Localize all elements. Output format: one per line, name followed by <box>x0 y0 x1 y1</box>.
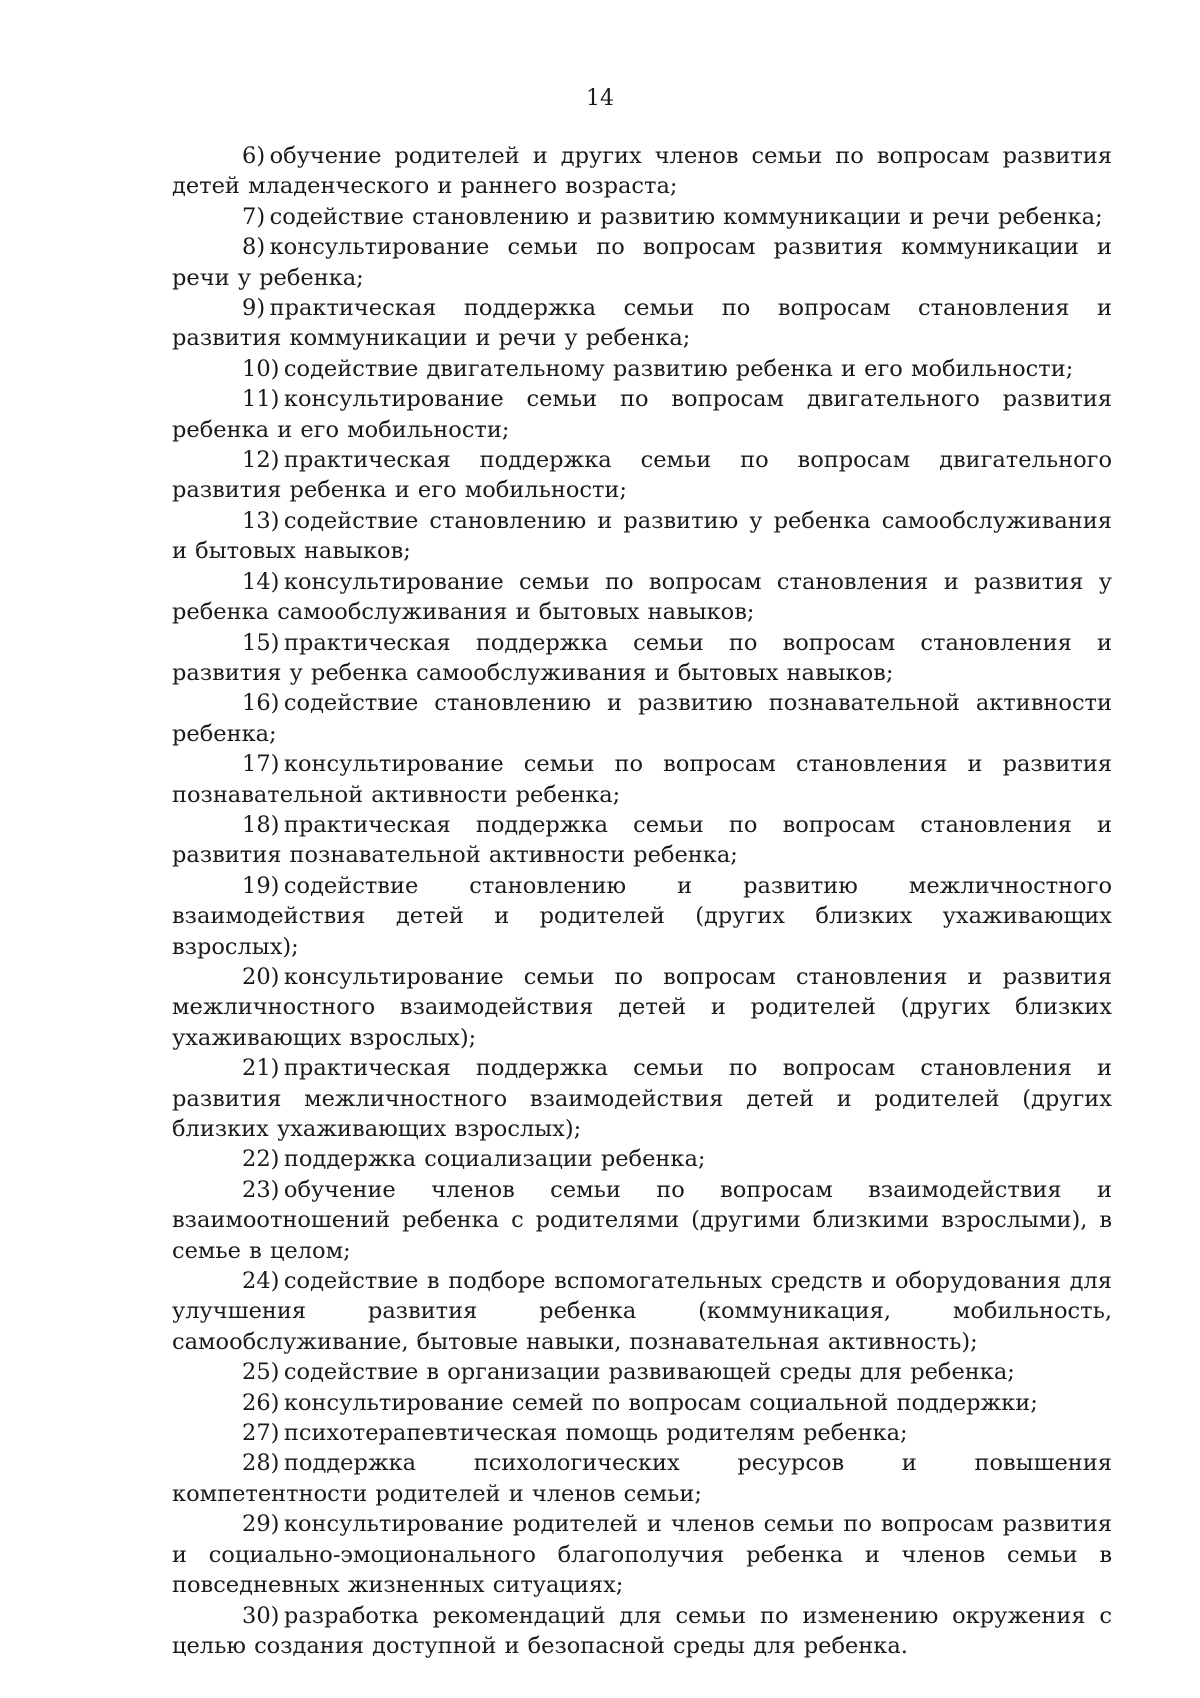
list-item-number: 20) <box>242 963 280 990</box>
list-item <box>172 1175 1112 1266</box>
list-item <box>172 141 1112 202</box>
list-item-text: содействие становлению и развитию познавательной активности ребенка; <box>172 690 1112 747</box>
list-item <box>172 1418 1112 1448</box>
list-item-number: 24) <box>242 1268 280 1295</box>
list-item-number: 25) <box>242 1359 280 1386</box>
list-item-number: 26) <box>242 1389 280 1416</box>
list-item-number: 17) <box>242 751 280 778</box>
list-item-number: 16) <box>242 690 280 717</box>
list-item-number: 6) <box>242 143 266 169</box>
list-item-number: 19) <box>242 872 280 899</box>
list-item-text: практическая поддержка семьи по вопросам становления и развития коммуникации и речи у ребенка; <box>172 295 1112 352</box>
list-item <box>172 445 1112 506</box>
list-item-number: 22) <box>242 1146 280 1173</box>
list-item-text: содействие в организации развивающей среды для ребенка; <box>283 1359 1015 1386</box>
list-item-text: поддержка социализации ребенка; <box>283 1146 706 1173</box>
list-item-text: поддержка психологических ресурсов и повышения компетентности родителей и членов семьи; <box>172 1450 1112 1507</box>
list-item-text: консультирование семьи по вопросам развития коммуникации и речи у ребенка; <box>172 234 1112 291</box>
list-item <box>172 1509 1112 1600</box>
list-item-text: практическая поддержка семьи по вопросам двигательного развития ребенка и его мобильности; <box>172 447 1112 504</box>
list-item-text: разработка рекомендаций для семьи по изменению окружения с целью создания доступной и безопасной среды для ребенка. <box>172 1602 1112 1659</box>
list-item-number: 30) <box>242 1602 280 1629</box>
list-item-number: 15) <box>242 629 280 656</box>
list-item-text: практическая поддержка семьи по вопросам становления и развития познавательной активности ребенка; <box>172 811 1112 869</box>
list-item <box>172 962 1112 1053</box>
list-item-text: содействие двигательному развитию ребенка и его мобильности; <box>283 355 1074 382</box>
list-item <box>172 354 1112 384</box>
list-item-text: содействие в подборе вспомогательных средств и оборудования для улучшения развития ребенка (коммуникация, мобильность, самообслуживание, бытовые навыки, познавательная активность); <box>172 1268 1112 1355</box>
list-item-number: 21) <box>242 1055 280 1082</box>
list-item <box>172 202 1112 232</box>
list-item <box>172 1448 1112 1509</box>
list-item-number: 13) <box>242 507 280 534</box>
list-item-number: 10) <box>242 355 280 382</box>
list-item-number: 14) <box>242 568 280 595</box>
list-item <box>172 1388 1112 1418</box>
list-item-number: 27) <box>242 1420 280 1447</box>
numbered-list <box>172 141 1112 1661</box>
list-item-text: обучение родителей и других членов семьи по вопросам развития детей младенческого и раннего возраста; <box>172 143 1112 200</box>
list-item-number: 8) <box>242 234 266 261</box>
list-item <box>172 384 1112 445</box>
list-item <box>172 1144 1112 1174</box>
list-item-text: консультирование семьи по вопросам становления и развития межличностного взаимодействия детей и родителей (других близких ухаживающих взрослых); <box>172 963 1112 1051</box>
list-item <box>172 567 1112 628</box>
list-item <box>172 688 1112 749</box>
list-item <box>172 506 1112 567</box>
list-item <box>172 871 1112 962</box>
list-item-number: 18) <box>242 811 280 838</box>
list-item-text: консультирование семьи по вопросам двигательного развития ребенка и его мобильности; <box>172 386 1112 443</box>
list-item-text: консультирование семьи по вопросам становления и развития познавательной активности ребенка; <box>172 751 1112 808</box>
list-item <box>172 810 1112 871</box>
list-item-text: содействие становлению и развитию коммуникации и речи ребенка; <box>269 203 1103 230</box>
list-item <box>172 628 1112 689</box>
page-number: 14 <box>586 86 614 111</box>
list-item-text: психотерапевтическая помощь родителям ребенка; <box>283 1420 908 1447</box>
list-item-text: обучение членов семьи по вопросам взаимодействия и взаимоотношений ребенка с родителями (другими близкими взрослыми), в семье в целом; <box>172 1176 1112 1264</box>
list-item-text: содействие становлению и развитию межличностного взаимодействия детей и родителей (других близких ухаживающих взрослых); <box>172 872 1112 960</box>
list-item <box>172 232 1112 293</box>
list-item-number: 7) <box>242 203 266 230</box>
list-item-number: 28) <box>242 1450 280 1477</box>
list-item-number: 11) <box>242 386 280 413</box>
list-item <box>172 1601 1112 1662</box>
list-item-text: консультирование родителей и членов семьи по вопросам развития и социально-эмоционального благополучия ребенка и членов семьи в повседневных жизненных ситуациях; <box>172 1511 1112 1599</box>
list-item-text: практическая поддержка семьи по вопросам становления и развития межличностного взаимодействия детей и родителей (других близких ухаживающих взрослых); <box>172 1055 1112 1142</box>
list-item <box>172 1357 1112 1387</box>
list-item-text: содействие становлению и развитию у ребенка самообслуживания и бытовых навыков; <box>172 507 1112 565</box>
list-item-text: консультирование семей по вопросам социальной поддержки; <box>283 1389 1038 1416</box>
list-item-text: консультирование семьи по вопросам становления и развития у ребенка самообслуживания и бытовых навыков; <box>172 568 1112 626</box>
list-item-text: практическая поддержка семьи по вопросам становления и развития у ребенка самообслуживания и бытовых навыков; <box>172 629 1112 686</box>
list-item-number: 9) <box>242 295 266 322</box>
list-item <box>172 749 1112 810</box>
list-item <box>172 293 1112 354</box>
list-item <box>172 1266 1112 1357</box>
list-item-number: 23) <box>242 1176 280 1203</box>
list-item <box>172 1053 1112 1144</box>
list-item-number: 12) <box>242 447 280 474</box>
list-item-number: 29) <box>242 1511 280 1538</box>
